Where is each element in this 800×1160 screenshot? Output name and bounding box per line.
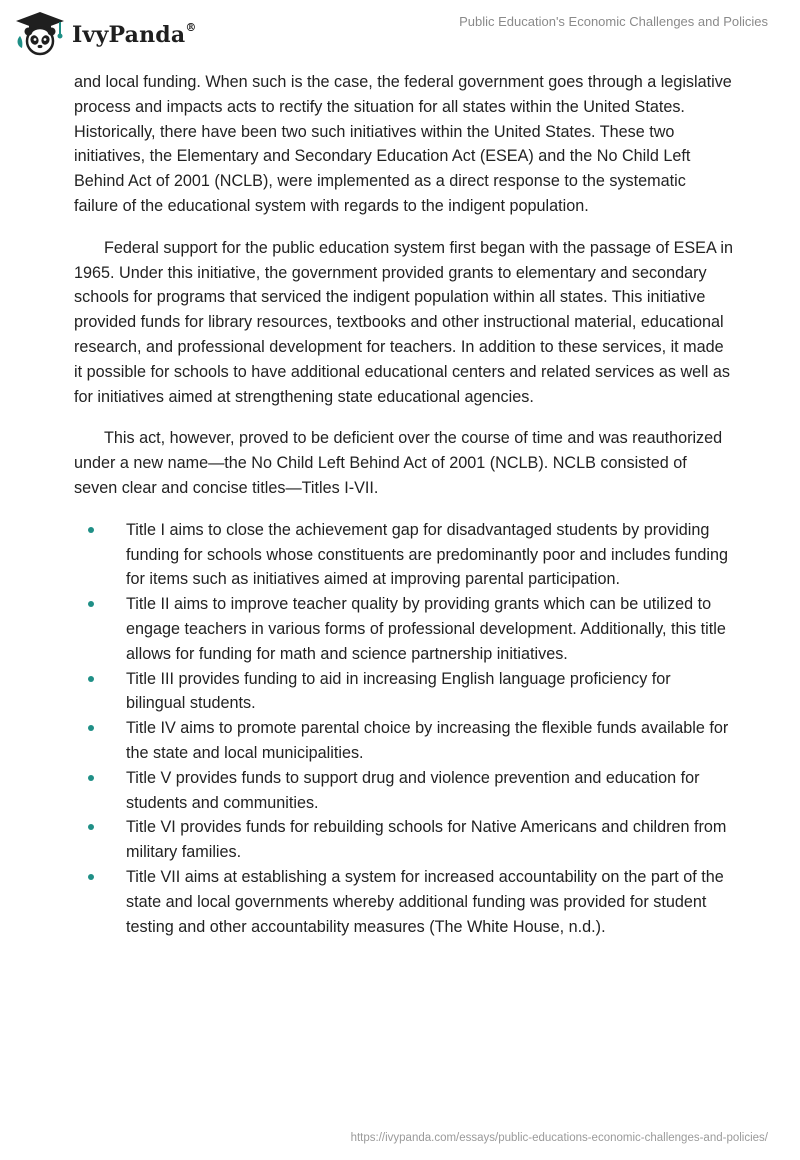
bullet-dot-icon — [88, 601, 94, 607]
bullet-dot-icon — [88, 527, 94, 533]
bullet-dot-icon — [88, 676, 94, 682]
list-item-text: Title V provides funds to support drug and violence prevention and education for students and communities. — [126, 768, 700, 812]
list-item-text: Title IV aims to promote parental choice by increasing the flexible funds available for the state and local municipalities. — [126, 719, 729, 762]
article-body — [74, 70, 734, 939]
list-item-text: Title I aims to close the achievement gap for disadvantaged students by providing funding for schools whose constituents are predominantly poor and includes funding for items such as initiatives aimed at improving parental participation. — [126, 520, 729, 589]
list-item-text: Title VI provides funds for rebuilding schools for Native Americans and children from military families. — [126, 818, 727, 862]
list-item — [74, 865, 734, 939]
page-header — [0, 0, 800, 70]
bullet-dot-icon — [88, 725, 94, 731]
brand-name-text: IvyPanda — [72, 22, 186, 48]
ivypanda-logo[interactable] — [14, 8, 197, 58]
list-item — [74, 592, 734, 666]
list-item-text: Title III provides funding to aid in increasing English language proficiency for bilingual students. — [126, 669, 671, 713]
paragraph-1: and local funding. When such is the case, the federal government goes through a legislative process and impacts acts to rectify the situation for all states within the United States. Historically, there have been two such initiatives within the United States. These two initiatives, the Elementary and Secondary Education Act (ESEA) and the No Child Left Behind Act of 2001 (NCLB), were implemented as a direct response to the systematic failure of the educational system with regards to the indigent population. — [74, 73, 732, 215]
source-url[interactable]: https://ivypanda.com/essays/public-educations-economic-challenges-and-policies/ — [350, 1132, 768, 1144]
list-item — [74, 667, 734, 717]
list-item — [74, 815, 734, 865]
document-title: Public Education's Economic Challenges and Policies — [459, 14, 768, 29]
bullet-dot-icon — [88, 824, 94, 830]
panda-graduation-cap-logo-icon — [14, 10, 66, 56]
list-item-text: Title VII aims at establishing a system for increased accountability on the part of the state and local governments whereby additional funding was provided for student testing and other accountability measures (The White House, n.d.). — [126, 867, 724, 936]
bullet-dot-icon — [88, 874, 94, 880]
paragraph-3: This act, however, proved to be deficient over the course of time and was reauthorized under a new name—the No Child Left Behind Act of 2001 (NCLB). NCLB consisted of seven clear and concise titles—Titles I-VII. — [74, 429, 723, 497]
bullet-dot-icon — [88, 775, 94, 781]
brand-name — [72, 22, 197, 48]
list-item-text: Title II aims to improve teacher quality by providing grants which can be utilized to engage teachers in various forms of professional development. Additionally, this title allows for funding for math and science partnership initiatives. — [126, 595, 726, 663]
list-item — [74, 716, 734, 766]
paragraph-2: Federal support for the public education system first began with the passage of ESEA in 1965. Under this initiative, the government provided grants to elementary and secondary schools for programs that serviced the indigent population within all states. This initiative provided funds for library resources, textbooks and other instructional material, educational research, and professional development for teachers. In addition to these services, it made it possible for schools to have additional educational centers and related services as well as for initiatives aimed at strengthening state educational agencies. — [74, 238, 733, 406]
list-item — [74, 766, 734, 816]
list-item — [74, 518, 734, 592]
registered-mark: ® — [185, 20, 197, 34]
titles-bullet-list — [74, 518, 734, 940]
